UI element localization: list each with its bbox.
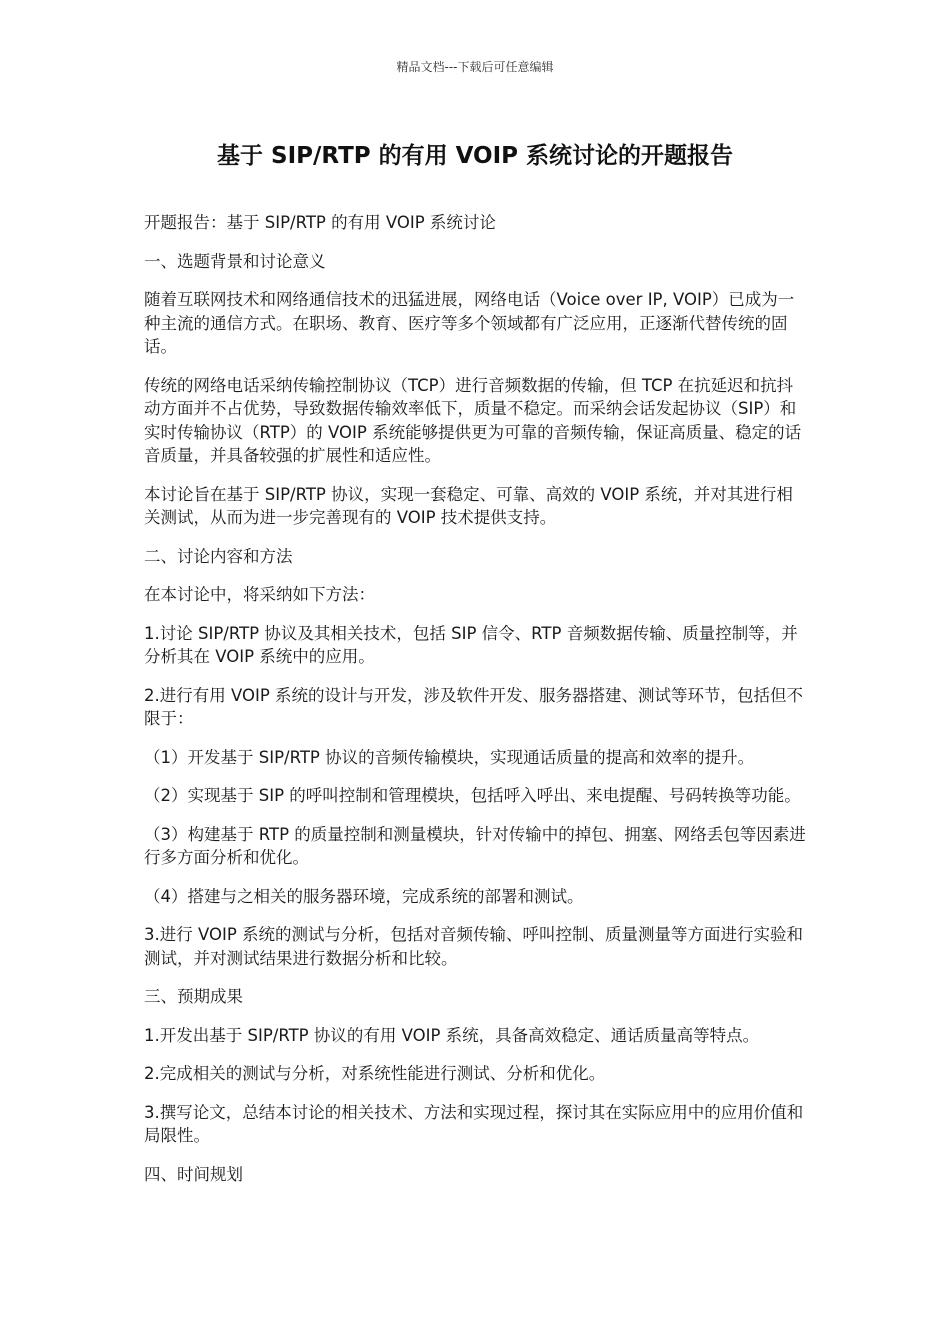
list-item: 2.完成相关的测试与分析，对系统性能进行测试、分析和优化。 — [144, 1064, 606, 1083]
sub-list-item: （4）搭建与之相关的服务器环境，完成系统的部署和测试。 — [144, 886, 584, 906]
document-title: 基于 SIP/RTP 的有用 VOIP 系统讨论的开题报告 — [217, 143, 733, 169]
list-item: 1.讨论 SIP/RTP 协议及其相关技术，包括 SIP 信令、RTP 音频数据传输、质量控制等，并分析其在 VOIP 系统中的应用。 — [144, 623, 798, 666]
sub-list-item: （1）开发基于 SIP/RTP 协议的音频传输模块，实现通话质量的提高和效率的提升。 — [144, 747, 755, 767]
list-item: 3.进行 VOIP 系统的测试与分析，包括对音频传输、呼叫控制、质量测量等方面进行实验和测试，并对测试结果进行数据分析和比较。 — [144, 925, 804, 968]
body-paragraph: 传统的网络电话采纳传输控制协议（TCP）进行音频数据的传输，但 TCP 在抗延迟和抗抖动方面并不占优势，导致数据传输效率低下，质量不稳定。而采纳会话发起协议（SIP）和实时传输协议（RTP）的 VOIP 系统能够提供更为可靠的音频传输，保证高质量、稳定的话音质量，并具备较强的扩展性和适应性。 — [144, 375, 802, 465]
body-paragraph: 本讨论旨在基于 SIP/RTP 协议，实现一套稳定、可靠、高效的 VOIP 系统，并对其进行相关测试，从而为进一步完善现有的 VOIP 技术提供支持。 — [144, 484, 793, 527]
body-paragraph: 随着互联网技术和网络通信技术的迅猛进展，网络电话（Voice over IP, VOIP）已成为一种主流的通信方式。在职场、教育、医疗等多个领域都有广泛应用，正逐渐代替传统的固话。 — [144, 290, 795, 356]
section-heading-schedule: 四、时间规划 — [144, 1164, 243, 1184]
body-paragraph: 在本讨论中，将采纳如下方法： — [144, 585, 375, 604]
section-heading-expected-results: 三、预期成果 — [144, 987, 243, 1006]
intro-line: 开题报告：基于 SIP/RTP 的有用 VOIP 系统讨论 — [144, 213, 496, 232]
section-heading-content-methods: 二、讨论内容和方法 — [144, 546, 293, 566]
section-heading-background: 一、选题背景和讨论意义 — [144, 251, 326, 271]
page-header-watermark: 精品文档---下载后可任意编辑 — [396, 60, 554, 74]
list-item: 1.开发出基于 SIP/RTP 协议的有用 VOIP 系统，具备高效稳定、通话质量高等特点。 — [144, 1025, 760, 1045]
document-body — [144, 211, 809, 1201]
list-item: 2.进行有用 VOIP 系统的设计与开发，涉及软件开发、服务器搭建、测试等环节，包括但不限于： — [144, 685, 804, 728]
list-item: 3.撰写论文，总结本讨论的相关技术、方法和实现过程，探讨其在实际应用中的应用价值和局限性。 — [144, 1102, 804, 1145]
sub-list-item: （3）构建基于 RTP 的质量控制和测量模块，针对传输中的掉包、拥塞、网络丢包等因素进行多方面分析和优化。 — [144, 824, 806, 867]
sub-list-item: （2）实现基于 SIP 的呼叫控制和管理模块，包括呼入呼出、来电提醒、号码转换等功能。 — [144, 786, 801, 805]
